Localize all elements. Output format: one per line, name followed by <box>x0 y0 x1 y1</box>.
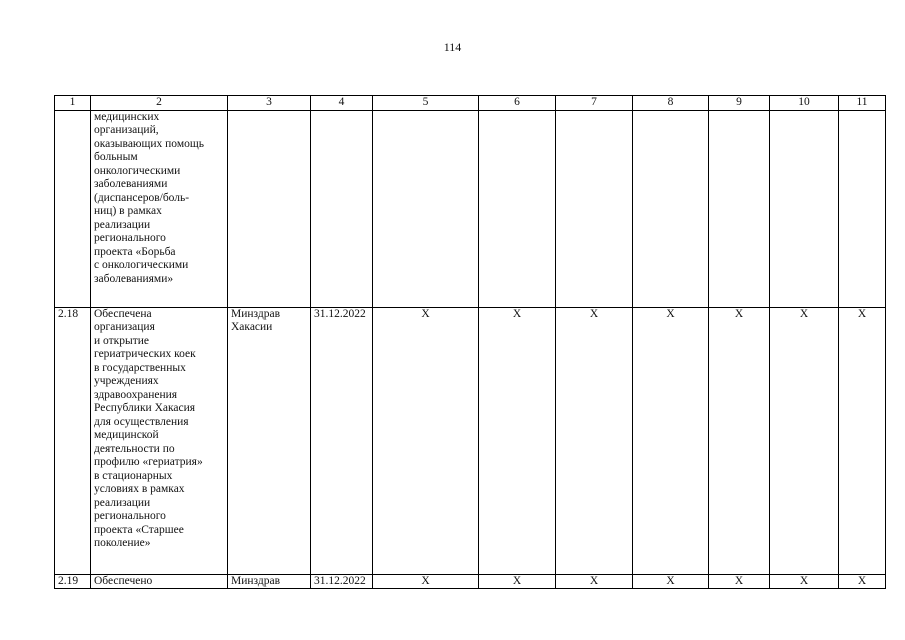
item-deadline: 31.12.2022 <box>311 307 373 574</box>
column-header: 10 <box>770 96 839 111</box>
column-number-row <box>55 96 886 111</box>
plan-table <box>54 95 886 589</box>
column-header: 1 <box>55 96 91 111</box>
mark-cell <box>479 110 556 307</box>
mark-cell: Х <box>479 307 556 574</box>
mark-cell: Х <box>839 574 886 589</box>
mark-cell: Х <box>709 574 770 589</box>
mark-cell <box>556 110 633 307</box>
column-header: 4 <box>311 96 373 111</box>
item-deadline: 31.12.2022 <box>311 574 373 589</box>
item-deadline <box>311 110 373 307</box>
column-header: 2 <box>91 96 228 111</box>
page-number: 114 <box>443 40 462 54</box>
table-row <box>55 574 886 589</box>
column-header: 3 <box>228 96 311 111</box>
item-number: 2.18 <box>55 307 91 574</box>
mark-cell <box>839 110 886 307</box>
item-executor: Минздрав Хакасии <box>228 307 311 574</box>
mark-cell: Х <box>556 574 633 589</box>
item-executor <box>228 110 311 307</box>
item-description: Обеспечена организация и открытие гериатрических коек в государственных учреждениях здравоохранения Республики Хакасия для осуществления медицинской деятельности по профилю «гериатрия» в стационарных условиях в рамках реализации регионального проекта «Старшее поколение» <box>91 307 228 574</box>
mark-cell: Х <box>770 574 839 589</box>
column-header: 7 <box>556 96 633 111</box>
item-description: медицинских организаций, оказывающих помощь больным онкологическими заболеваниями (диспансеров/боль- ниц) в рамках реализации регионального проекта «Борьба с онкологическими заболеваниями» <box>91 110 228 307</box>
mark-cell <box>709 110 770 307</box>
mark-cell: Х <box>839 307 886 574</box>
column-header: 8 <box>633 96 709 111</box>
column-header: 9 <box>709 96 770 111</box>
column-header: 5 <box>373 96 479 111</box>
mark-cell: Х <box>373 307 479 574</box>
mark-cell: Х <box>373 574 479 589</box>
mark-cell <box>633 110 709 307</box>
table-row <box>55 110 886 307</box>
mark-cell <box>373 110 479 307</box>
mark-cell: Х <box>770 307 839 574</box>
mark-cell: Х <box>633 307 709 574</box>
column-header: 6 <box>479 96 556 111</box>
item-number <box>55 110 91 307</box>
mark-cell: Х <box>556 307 633 574</box>
mark-cell: Х <box>633 574 709 589</box>
table-row <box>55 307 886 574</box>
item-number: 2.19 <box>55 574 91 589</box>
mark-cell: Х <box>479 574 556 589</box>
item-executor: Минздрав <box>228 574 311 589</box>
column-header: 11 <box>839 96 886 111</box>
mark-cell <box>770 110 839 307</box>
item-description: Обеспечено <box>91 574 228 589</box>
mark-cell: Х <box>709 307 770 574</box>
